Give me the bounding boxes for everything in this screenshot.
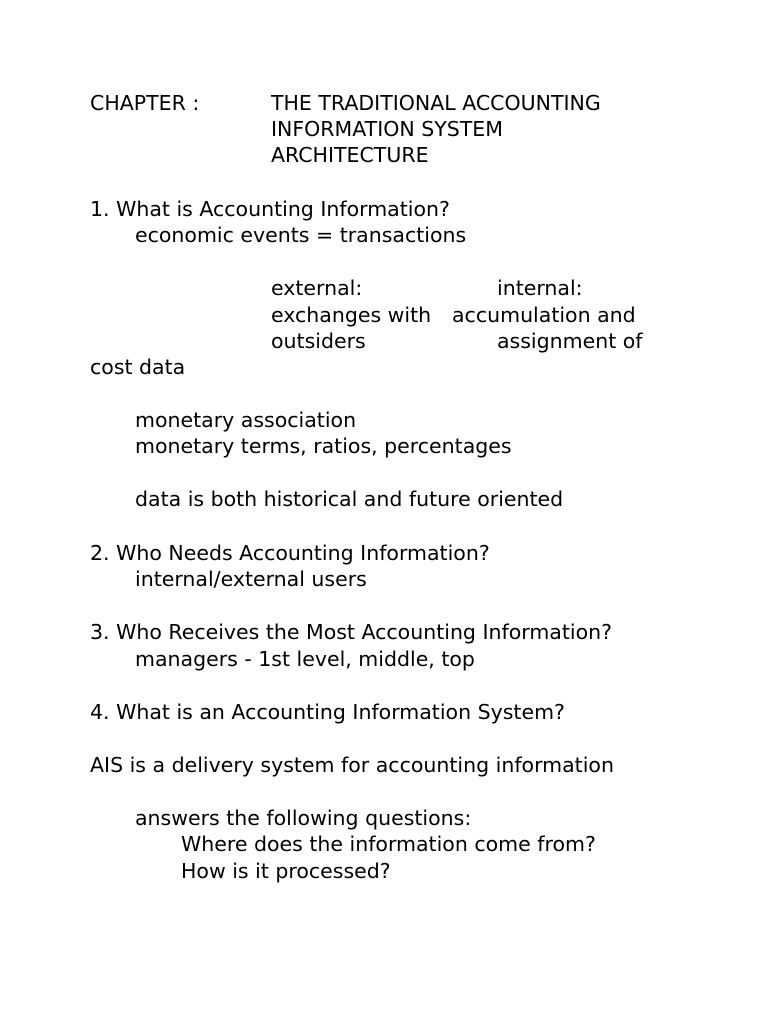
chapter-title-line-3: ARCHITECTURE	[271, 143, 429, 167]
sub-question-1: Where does the information come from?	[181, 832, 596, 856]
answers-intro: answers the following questions:	[135, 806, 472, 830]
internal-desc-line-3: cost data	[90, 355, 186, 379]
ais-definition: AIS is a delivery system for accounting information	[90, 753, 614, 777]
chapter-title-line-2: INFORMATION SYSTEM	[271, 117, 503, 141]
monetary-association-line: monetary association	[135, 408, 357, 432]
monetary-terms-line: monetary terms, ratios, percentages	[135, 434, 512, 458]
question-3-answer: managers - 1st level, middle, top	[135, 647, 475, 671]
internal-desc-line-1: accumulation and	[452, 303, 636, 327]
question-1: 1. What is Accounting Information?	[90, 197, 450, 221]
sub-question-2: How is it processed?	[181, 859, 391, 883]
question-3: 3. Who Receives the Most Accounting Information?	[90, 620, 613, 644]
economic-events-line: economic events = transactions	[135, 223, 467, 247]
question-2-answer: internal/external users	[135, 567, 367, 591]
chapter-title-line-1: THE TRADITIONAL ACCOUNTING	[271, 91, 601, 115]
internal-desc-line-2: assignment of	[497, 329, 643, 353]
question-2: 2. Who Needs Accounting Information?	[90, 541, 490, 565]
question-4: 4. What is an Accounting Information System?	[90, 700, 565, 724]
external-desc-line-2: outsiders	[271, 329, 366, 353]
internal-label: internal:	[497, 276, 583, 300]
chapter-label: CHAPTER :	[90, 91, 200, 115]
external-label: external:	[271, 276, 363, 300]
data-orientation-line: data is both historical and future oriented	[135, 487, 564, 511]
external-desc-line-1: exchanges with	[271, 303, 432, 327]
